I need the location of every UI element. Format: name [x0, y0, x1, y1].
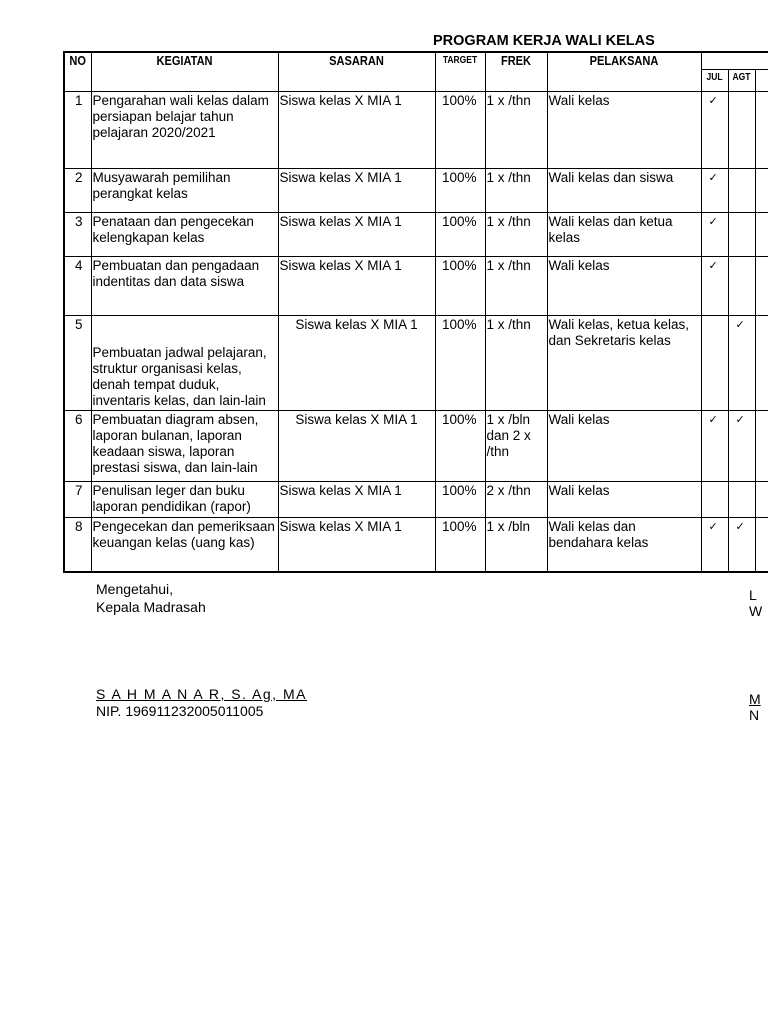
- row-sasaran: Siswa kelas X MIA 1: [278, 517, 435, 572]
- row-pelaksana: Wali kelas dan ketua kelas: [547, 212, 701, 256]
- row-kegiatan: Musyawarah pemilihan perangkat kelas: [91, 168, 278, 212]
- header-pelaksana: PELAKSANA: [559, 52, 690, 91]
- header-month-agt: AGT: [730, 69, 753, 91]
- check-icon: [728, 256, 755, 315]
- row-sasaran: Siswa kelas X MIA 1: [278, 410, 435, 481]
- row-target: 100%: [435, 410, 485, 481]
- row-no: 5: [64, 315, 91, 410]
- document-title: PROGRAM KERJA WALI KELAS: [433, 33, 655, 49]
- signature-right-nip: N: [749, 707, 760, 723]
- row-pelaksana: Wali kelas: [547, 91, 701, 168]
- check-icon: [728, 212, 755, 256]
- row-kegiatan: Pembuatan jadwal pelajaran, struktur organisasi kelas, denah tempat duduk, inventaris kelas, dan lain-lain: [91, 315, 278, 410]
- header-sasaran: SASARAN: [290, 52, 423, 91]
- check-icon: ✓: [728, 517, 755, 572]
- signature-right-name: M: [749, 691, 761, 707]
- row-target: 100%: [435, 315, 485, 410]
- row-no: 4: [64, 256, 91, 315]
- check-icon: ✓: [701, 517, 728, 572]
- row-target: 100%: [435, 256, 485, 315]
- row-no: 8: [64, 517, 91, 572]
- row-kegiatan: Penataan dan pengecekan kelengkapan kelas: [91, 212, 278, 256]
- signature-left-name: S A H M A N A R, S. Ag, MA: [96, 686, 307, 702]
- check-icon: [728, 168, 755, 212]
- row-target: 100%: [435, 517, 485, 572]
- row-no: 3: [64, 212, 91, 256]
- header-no: NO: [66, 52, 89, 91]
- row-frek: 1 x /thn: [485, 168, 547, 212]
- table-row: [64, 517, 768, 572]
- row-target: 100%: [435, 168, 485, 212]
- row-frek: 1 x /thn: [485, 315, 547, 410]
- header-month-next: [759, 69, 768, 91]
- signature-left-nip: NIP. 196911232005011005: [96, 703, 264, 719]
- header-month-jul: JUL: [703, 69, 726, 91]
- table-row: [64, 212, 768, 256]
- row-sasaran: Siswa kelas X MIA 1: [278, 256, 435, 315]
- check-icon: ✓: [701, 168, 728, 212]
- check-icon: [728, 481, 755, 517]
- row-pelaksana: Wali kelas: [547, 481, 701, 517]
- row-sasaran: Siswa kelas X MIA 1: [278, 481, 435, 517]
- row-frek: 1 x /thn: [485, 256, 547, 315]
- header-kegiatan: KEGIATAN: [105, 52, 264, 91]
- row-kegiatan: Penulisan leger dan buku laporan pendidikan (rapor): [91, 481, 278, 517]
- row-frek: 1 x /bln dan 2 x /thn: [485, 410, 547, 481]
- header-target: TARGET: [439, 52, 482, 91]
- check-icon: ✓: [701, 91, 728, 168]
- row-frek: 1 x /thn: [485, 212, 547, 256]
- check-icon: [701, 481, 728, 517]
- table-row: [64, 256, 768, 315]
- row-sasaran: Siswa kelas X MIA 1: [278, 212, 435, 256]
- table-row: [64, 91, 768, 168]
- row-target: 100%: [435, 91, 485, 168]
- row-target: 100%: [435, 481, 485, 517]
- table-row: [64, 168, 768, 212]
- table-row: [64, 315, 768, 410]
- work-program-table: [63, 51, 768, 573]
- row-kegiatan: Pembuatan diagram absen, laporan bulanan, laporan keadaan siswa, laporan prestasi siswa, dan lain-lain: [91, 410, 278, 481]
- row-frek: 1 x /bln: [485, 517, 547, 572]
- row-pelaksana: Wali kelas: [547, 410, 701, 481]
- row-no: 2: [64, 168, 91, 212]
- check-icon: [701, 315, 728, 410]
- row-sasaran: Siswa kelas X MIA 1: [278, 91, 435, 168]
- row-frek: 2 x /thn: [485, 481, 547, 517]
- check-icon: ✓: [701, 212, 728, 256]
- check-icon: [728, 91, 755, 168]
- check-icon: ✓: [701, 410, 728, 481]
- table-row: [64, 481, 768, 517]
- row-kegiatan: Pengecekan dan pemeriksaan keuangan kelas (uang kas): [91, 517, 278, 572]
- row-pelaksana: Wali kelas dan siswa: [547, 168, 701, 212]
- signature-left-line1: Mengetahui,: [96, 581, 174, 597]
- row-pelaksana: Wali kelas: [547, 256, 701, 315]
- row-target: 100%: [435, 212, 485, 256]
- signature-right-line1: L: [749, 587, 757, 603]
- row-no: 1: [64, 91, 91, 168]
- check-icon: ✓: [701, 256, 728, 315]
- row-pelaksana: Wali kelas dan bendahara kelas: [547, 517, 701, 572]
- row-sasaran: Siswa kelas X MIA 1: [278, 315, 435, 410]
- check-icon: ✓: [728, 315, 755, 410]
- row-kegiatan: Pembuatan dan pengadaan indentitas dan data siswa: [91, 256, 278, 315]
- row-pelaksana: Wali kelas, ketua kelas, dan Sekretaris kelas: [547, 315, 701, 410]
- row-sasaran: Siswa kelas X MIA 1: [278, 168, 435, 212]
- row-no: 6: [64, 410, 91, 481]
- table-row: [64, 410, 768, 481]
- header-months-group: [709, 52, 768, 69]
- row-kegiatan: Pengarahan wali kelas dalam persiapan belajar tahun pelajaran 2020/2021: [91, 91, 278, 168]
- row-frek: 1 x /thn: [485, 91, 547, 168]
- check-icon: ✓: [728, 410, 755, 481]
- signature-left-line2: Kepala Madrasah: [96, 599, 206, 615]
- row-no: 7: [64, 481, 91, 517]
- header-frek: FREK: [490, 52, 543, 91]
- signature-right-line2: W: [749, 603, 763, 619]
